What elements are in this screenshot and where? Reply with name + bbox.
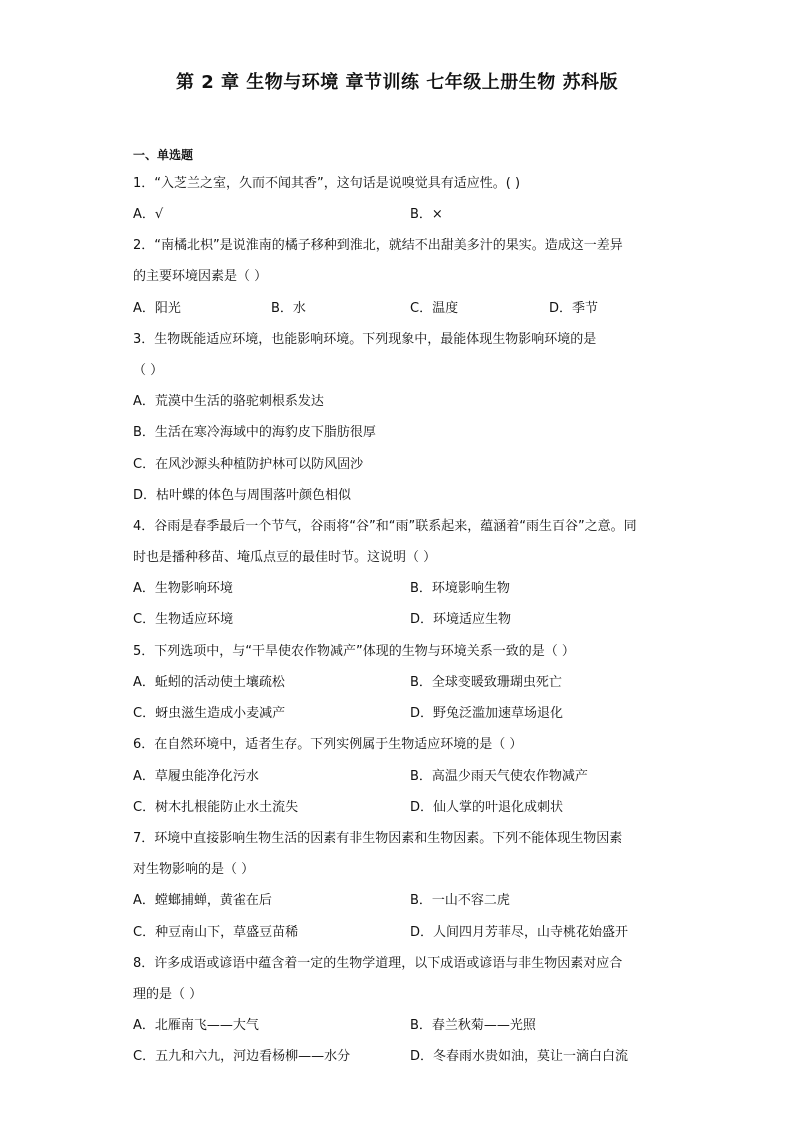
q4-option-b: B．环境影响生物 bbox=[410, 581, 510, 596]
q7-option-d: D．人间四月芳菲尽，山寺桃花始盛开 bbox=[410, 925, 629, 940]
q2-option-c: C．温度 bbox=[410, 301, 459, 316]
section-heading: 一、单选题 bbox=[133, 148, 194, 162]
question-3-stem: 3．生物既能适应环境，也能影响环境。下列现象中，最能体现生物影响环境的是 bbox=[133, 332, 597, 347]
question-1-stem: 1．“入芝兰之室，久而不闻其香”，这句话是说嗅觉具有适应性。( ) bbox=[133, 176, 521, 191]
question-7-stem-cont: 对生物影响的是（ ） bbox=[133, 862, 255, 877]
q7-option-a: A．螳螂捕蝉，黄雀在后 bbox=[133, 893, 272, 908]
q6-option-c: C．树木扎根能防止水土流失 bbox=[133, 800, 299, 815]
q5-option-c: C．蚜虫滋生造成小麦减产 bbox=[133, 706, 286, 721]
q3-option-b: B．生活在寒冷海域中的海豹皮下脂肪很厚 bbox=[133, 425, 376, 440]
q6-option-d: D．仙人掌的叶退化成刺状 bbox=[410, 800, 564, 815]
question-6-stem: 6．在自然环境中，适者生存。下列实例属于生物适应环境的是（ ） bbox=[133, 737, 523, 752]
q5-option-a: A．蚯蚓的活动使土壤疏松 bbox=[133, 675, 285, 690]
q5-option-b: B．全球变暖致珊瑚虫死亡 bbox=[410, 675, 562, 690]
q2-option-a: A．阳光 bbox=[133, 301, 181, 316]
q3-option-a: A．荒漠中生活的骆驼刺根系发达 bbox=[133, 394, 324, 409]
q8-option-c: C．五九和六九，河边看杨柳——水分 bbox=[133, 1049, 351, 1064]
q3-option-d: D．枯叶蝶的体色与周围落叶颜色相似 bbox=[133, 488, 352, 503]
q3-option-c: C．在风沙源头种植防护林可以防风固沙 bbox=[133, 457, 364, 472]
q7-option-c: C．种豆南山下，草盛豆苗稀 bbox=[133, 925, 299, 940]
question-2-stem-cont: 的主要环境因素是（ ） bbox=[133, 269, 268, 284]
q8-option-d: D．冬春雨水贵如油，莫让一滴白白流 bbox=[410, 1049, 629, 1064]
question-8-stem: 8．许多成语或谚语中蕴含着一定的生物学道理，以下成语或谚语与非生物因素对应合 bbox=[133, 956, 623, 971]
question-2-stem: 2．“南橘北枳”是说淮南的橘子移种到淮北，就结不出甜美多汁的果实。造成这一差异 bbox=[133, 238, 623, 253]
q4-option-c: C．生物适应环境 bbox=[133, 612, 234, 627]
q7-option-b: B．一山不容二虎 bbox=[410, 893, 510, 908]
question-4-stem: 4．谷雨是春季最后一个节气，谷雨将“谷”和“雨”联系起来，蕴涵着“雨生百谷”之意。同 bbox=[133, 519, 637, 534]
q6-option-b: B．高温少雨天气使农作物减产 bbox=[410, 769, 588, 784]
q8-option-b: B．春兰秋菊——光照 bbox=[410, 1018, 536, 1033]
q4-option-a: A．生物影响环境 bbox=[133, 581, 233, 596]
question-8-stem-cont: 理的是（ ） bbox=[133, 987, 203, 1002]
q5-option-d: D．野兔泛滥加速草场退化 bbox=[410, 706, 564, 721]
question-7-stem: 7．环境中直接影响生物生活的因素有非生物因素和生物因素。下列不能体现生物因素 bbox=[133, 831, 623, 846]
q2-option-b: B．水 bbox=[271, 301, 306, 316]
q1-option-b: B．× bbox=[410, 207, 443, 222]
question-4-stem-cont: 时也是播种移苗、埯瓜点豆的最佳时节。这说明（ ） bbox=[133, 550, 437, 565]
q2-option-d: D．季节 bbox=[549, 301, 599, 316]
question-3-stem-cont: （ ） bbox=[133, 363, 164, 378]
q1-option-a: A．√ bbox=[133, 207, 164, 222]
question-5-stem: 5．下列选项中，与“干旱使农作物减产”体现的生物与环境关系一致的是（ ） bbox=[133, 644, 575, 659]
q4-option-d: D．环境适应生物 bbox=[410, 612, 512, 627]
page-title: 第 2 章 生物与环境 章节训练 七年级上册生物 苏科版 bbox=[175, 72, 619, 93]
q8-option-a: A．北雁南飞——大气 bbox=[133, 1018, 259, 1033]
q6-option-a: A．草履虫能净化污水 bbox=[133, 769, 259, 784]
